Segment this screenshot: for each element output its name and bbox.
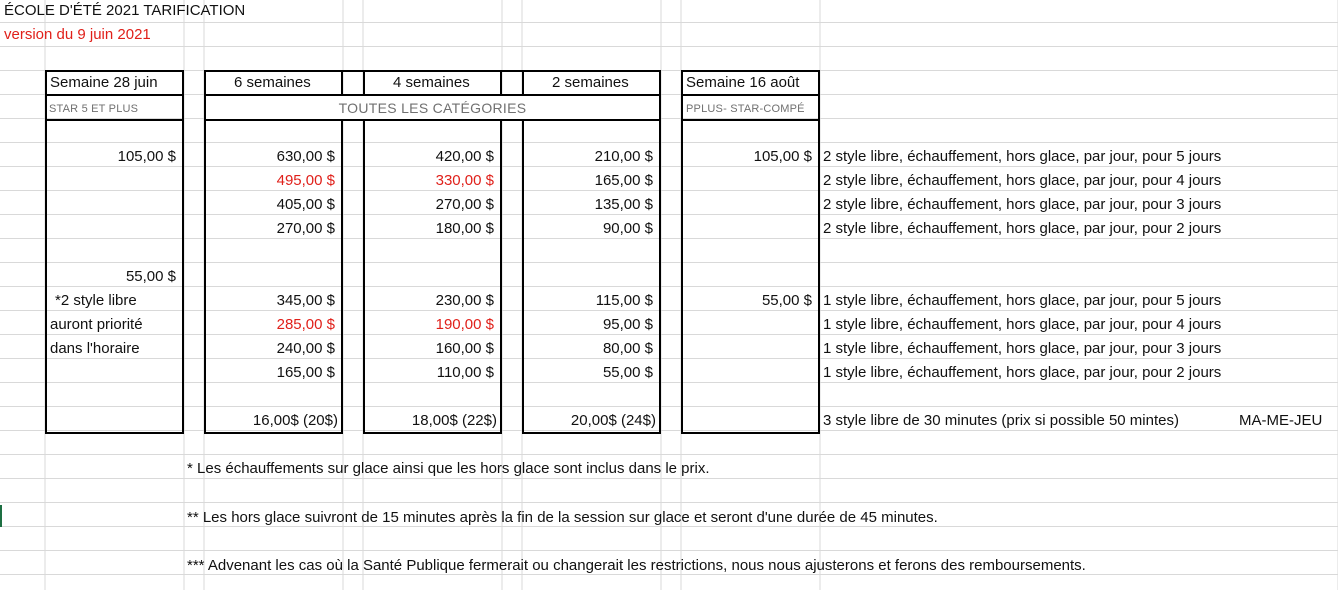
two-weeks-30min-price: 20,00$ (24$)	[570, 412, 656, 429]
week28-note-1: *2 style libre	[55, 292, 137, 309]
six-weeks-price: 495,00 $	[276, 172, 335, 189]
six-weeks-price: 345,00 $	[276, 292, 335, 309]
description-row: 2 style libre, échauffement, hors glace, par jour, pour 3 jours	[823, 196, 1222, 213]
two-weeks-header: 2 semaines	[552, 74, 629, 91]
four-weeks-30min-price: 18,00$ (22$)	[411, 412, 497, 429]
note-2: ** Les hors glace suivront de 15 minutes après la fin de la session sur glace et seront d'une durée de 45 minutes.	[187, 509, 938, 526]
six-weeks-price: 270,00 $	[276, 220, 335, 237]
week28-note-3: dans l'horaire	[50, 340, 140, 357]
week28-header: Semaine 28 juin	[50, 74, 158, 91]
two-weeks-price: 80,00 $	[602, 340, 653, 357]
note-3: *** Advenant les cas où la Santé Publique fermerait ou changerait les restrictions, nous nous ajusterons et ferons des remboursements.	[187, 557, 1086, 574]
row-marker	[0, 505, 2, 527]
two-weeks-price: 90,00 $	[602, 220, 653, 237]
six-weeks-price: 240,00 $	[276, 340, 335, 357]
week28-price-1: 105,00 $	[117, 148, 176, 165]
description-row: 2 style libre, échauffement, hors glace, par jour, pour 2 jours	[823, 220, 1222, 237]
week28-box	[45, 70, 184, 434]
week16-header: Semaine 16 août	[686, 74, 800, 91]
description-row: 2 style libre, échauffement, hors glace, par jour, pour 5 jours	[823, 148, 1222, 165]
six-weeks-price: 165,00 $	[276, 364, 335, 381]
four-weeks-price: 160,00 $	[435, 340, 494, 357]
four-weeks-price: 230,00 $	[435, 292, 494, 309]
week16-box	[681, 70, 820, 434]
all-categories-label: TOUTES LES CATÉGORIES	[338, 100, 527, 116]
description-row: 1 style libre, échauffement, hors glace, par jour, pour 5 jours	[823, 292, 1222, 309]
two-weeks-price: 165,00 $	[594, 172, 653, 189]
six-weeks-30min-price: 16,00$ (20$)	[252, 412, 338, 429]
six-weeks-price: 405,00 $	[276, 196, 335, 213]
page-title: ÉCOLE D'ÉTÉ 2021 TARIFICATION	[4, 2, 246, 19]
description-row: 1 style libre, échauffement, hors glace, par jour, pour 2 jours	[823, 364, 1222, 381]
two-weeks-price: 210,00 $	[594, 148, 653, 165]
version-label: version du 9 juin 2021	[4, 26, 151, 43]
note-1: * Les échauffements sur glace ainsi que les hors glace sont inclus dans le prix.	[187, 460, 710, 477]
description-row: 1 style libre, échauffement, hors glace, par jour, pour 4 jours	[823, 316, 1222, 333]
week28-note-2: auront priorité	[50, 316, 143, 333]
four-weeks-price: 110,00 $	[436, 364, 494, 381]
star5-label: STAR 5 ET PLUS	[49, 103, 139, 115]
six-weeks-price: 630,00 $	[276, 148, 335, 165]
description-row: 1 style libre, échauffement, hors glace, par jour, pour 3 jours	[823, 340, 1222, 357]
description-row: 2 style libre, échauffement, hors glace, par jour, pour 4 jours	[823, 172, 1222, 189]
four-weeks-price: 420,00 $	[435, 148, 494, 165]
week28-price-2: 55,00 $	[125, 268, 176, 285]
two-weeks-price: 135,00 $	[594, 196, 653, 213]
four-weeks-price: 270,00 $	[435, 196, 494, 213]
four-weeks-price: 330,00 $	[435, 172, 494, 189]
two-weeks-price: 55,00 $	[602, 364, 653, 381]
four-weeks-price: 190,00 $	[435, 316, 494, 333]
six-weeks-price: 285,00 $	[276, 316, 335, 333]
four-weeks-header: 4 semaines	[393, 74, 470, 91]
two-weeks-price: 115,00 $	[595, 292, 653, 309]
week16-price-1: 105,00 $	[753, 148, 812, 165]
week16-price-2: 55,00 $	[761, 292, 812, 309]
six-weeks-header: 6 semaines	[234, 74, 311, 91]
four-weeks-price: 180,00 $	[435, 220, 494, 237]
days-label: MA-ME-JEU	[1239, 412, 1323, 429]
description-30min: 3 style libre de 30 minutes (prix si possible 50 mintes)	[823, 412, 1179, 429]
pplus-label: PPLUS- STAR-COMPÉ	[686, 103, 805, 115]
two-weeks-price: 95,00 $	[602, 316, 653, 333]
